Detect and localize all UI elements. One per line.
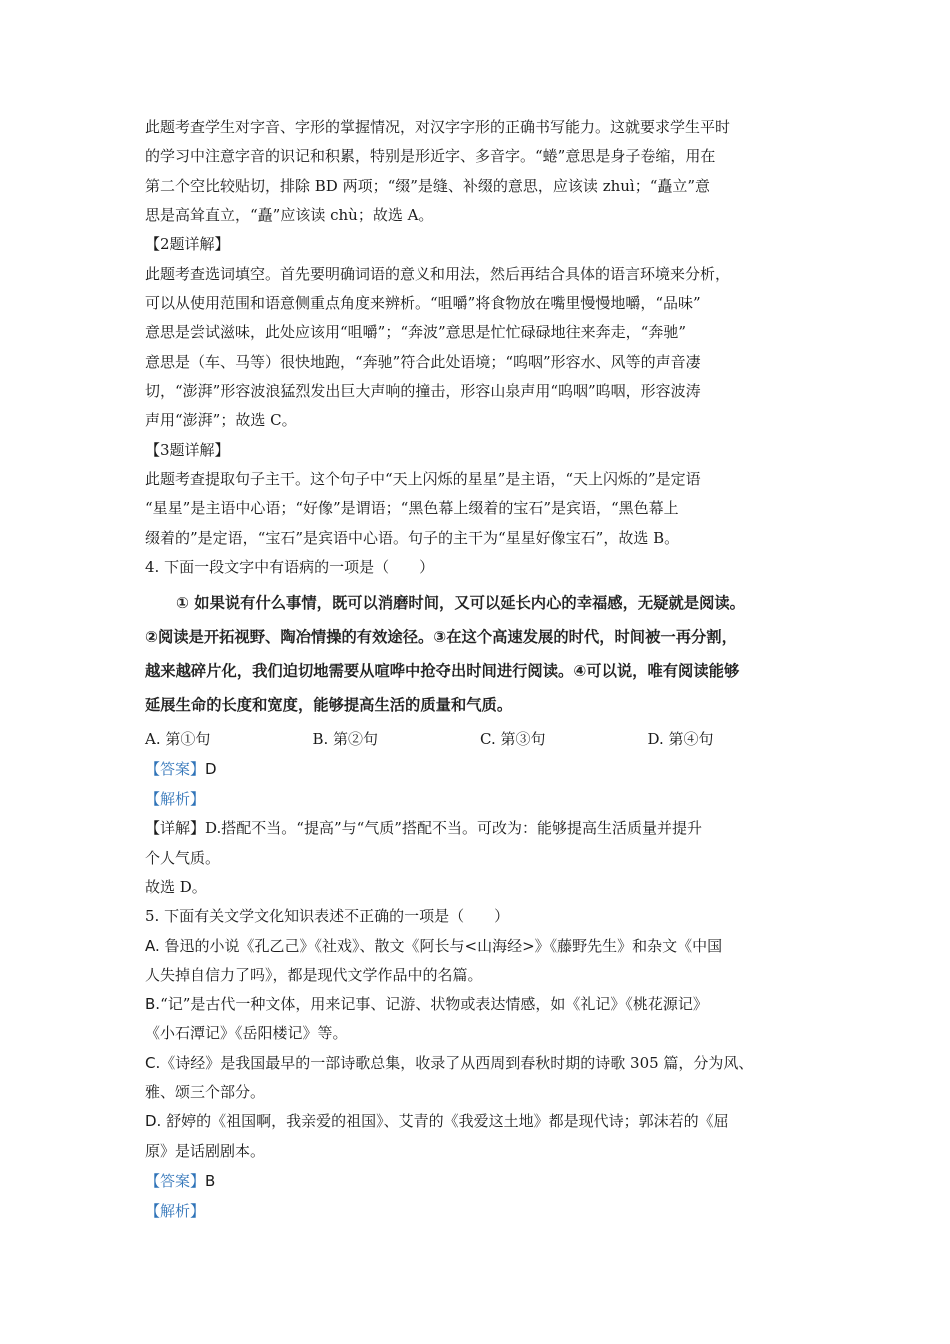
option-c: C. 第③句 — [480, 730, 546, 749]
text-line: 缀着的”是定语，“宝石”是宾语中心语。句子的主干为“星星好像宝石”，故选 B。 — [145, 528, 680, 547]
q1-explanation — [145, 113, 815, 230]
q5-option-d-cont: 原》是话剧剧本。 — [145, 1141, 266, 1160]
text-line: 第二个空比较贴切，排除 BD 两项；“缀”是缝、补缀的意思，应该读 zhuì；“矗立”意 — [145, 176, 711, 195]
option-b: B. 第②句 — [312, 730, 379, 749]
question-4 — [145, 553, 815, 902]
option-a: A. 第①句 — [145, 730, 211, 749]
option-text: 舒婷的《祖国啊，我亲爱的祖国》、艾青的《我爱这土地》都是现代诗；郭沫若的《屈 — [161, 1112, 729, 1131]
q5-option-d — [145, 1107, 815, 1136]
option-letter: A. — [145, 936, 160, 955]
q2-explanation — [145, 230, 815, 435]
text-line: 意思是（车、马等）很快地跑，“奔驰”符合此处语境；“呜咽”形容水、风等的声音凄 — [145, 352, 701, 371]
text-line: 切，“澎湃”形容波浪猛烈发出巨大声响的撞击，形容山泉声用“呜咽”呜咽，形容波涛 — [145, 381, 701, 400]
q4-options — [145, 724, 815, 754]
detail-tag: 【详解】 — [145, 819, 206, 838]
text-line: 此题考查学生对字音、字形的掌握情况，对汉字字形的正确书写能力。这就要求学生平时 — [145, 118, 731, 136]
question-5 — [145, 902, 815, 1226]
text-line: “星星”是主语中心语；“好像”是谓语；“黑色幕上缀着的宝石”是宾语，“黑色幕上 — [145, 499, 679, 518]
q5-option-a-cont: 人失掉自信力了吗》，都是现代文学作品中的名篇。 — [145, 965, 483, 984]
answer-value: B — [205, 1171, 216, 1190]
passage-line: ① 如果说有什么事情，既可以消磨时间，又可以延长内心的幸福感，无疑就是阅读。 — [176, 594, 745, 613]
answer-tag: 【答案】 — [145, 760, 206, 779]
text-line: 此题考查提取句子主干。这个句子中“天上闪烁的星星”是主语，“天上闪烁的”是定语 — [145, 470, 701, 489]
q5-option-c-cont: 雅、颂三个部分。 — [145, 1083, 266, 1102]
q5-option-a — [145, 932, 815, 961]
passage-line: 延展生命的长度和宽度，能够提高生活的质量和气质。 — [145, 696, 513, 715]
option-text: “记”是古代一种文体，用来记事、记游、状物或表达情感，如《礼记》《桃花源记》 — [160, 995, 708, 1014]
detail-text: D.搭配不当。“提高”与“气质”搭配不当。可改为：能够提高生活质量并提升 — [205, 819, 702, 838]
option-text: 《诗经》是我国最早的一部诗歌总集，收录了从西周到春秋时期的诗歌 305 篇，分为风、 — [160, 1053, 754, 1072]
text-line: 可以从使用范围和语意侧重点角度来辨析。“咀嚼”将食物放在嘴里慢慢地嚼，“品味” — [145, 294, 701, 313]
text-line: 此题考查选词填空。首先要明确词语的意义和用法，然后再结合具体的语言环境来分析， — [145, 264, 731, 283]
q4-answer-row — [145, 754, 815, 784]
option-d: D. 第④句 — [647, 730, 714, 749]
q5-answer-row — [145, 1166, 815, 1196]
q3-detail-heading: 【3题详解】 — [145, 440, 230, 459]
option-letter: B. — [145, 995, 161, 1014]
page-content — [145, 113, 815, 1226]
passage-line: 越来越碎片化，我们迫切地需要从喧哗中抢夺出时间进行阅读。④可以说，唯有阅读能够 — [145, 662, 740, 681]
q5-option-b-cont: 《小石潭记》《岳阳楼记》等。 — [145, 1024, 348, 1043]
text-line: 意思是尝试滋味，此处应该用“咀嚼”；“奔波”意思是忙忙碌碌地往来奔走，“奔驰” — [145, 323, 687, 342]
passage-line: ②阅读是开拓视野、陶冶情操的有效途径。③在这个高速发展的时代，时间被一再分割， — [145, 628, 737, 647]
option-letter: C. — [145, 1053, 161, 1072]
text-line: 思是高耸直立，“矗”应该读 chù；故选 A。 — [145, 205, 434, 224]
q5-option-c — [145, 1049, 815, 1078]
q4-analysis-tag: 【解析】 — [145, 790, 206, 809]
q2-detail-heading: 【2题详解】 — [145, 235, 230, 254]
q5-option-b — [145, 990, 815, 1019]
q5-analysis-tag: 【解析】 — [145, 1201, 206, 1220]
answer-value: D — [205, 760, 217, 779]
answer-tag: 【答案】 — [145, 1171, 206, 1190]
q4-detail-line — [145, 814, 815, 843]
q4-passage — [145, 586, 815, 722]
text-line: 声用“澎湃”；故选 C。 — [145, 411, 297, 430]
q3-explanation — [145, 436, 815, 553]
q5-stem: 5. 下面有关文学文化知识表述不正确的一项是（ ） — [145, 907, 510, 926]
option-text: 鲁迅的小说《孔乙己》《社戏》、散文《阿长与<山海经>》《藤野先生》和杂文《中国 — [159, 936, 723, 955]
q4-detail-line: 个人气质。 — [145, 848, 221, 867]
q4-conclusion: 故选 D。 — [145, 877, 207, 896]
q4-stem: 4. 下面一段文字中有语病的一项是（ ） — [145, 558, 435, 577]
text-line: 的学习中注意字音的识记和积累，特别是形近字、多音字。“蜷”意思是身子卷缩，用在 — [145, 147, 716, 166]
option-letter: D. — [145, 1112, 162, 1131]
